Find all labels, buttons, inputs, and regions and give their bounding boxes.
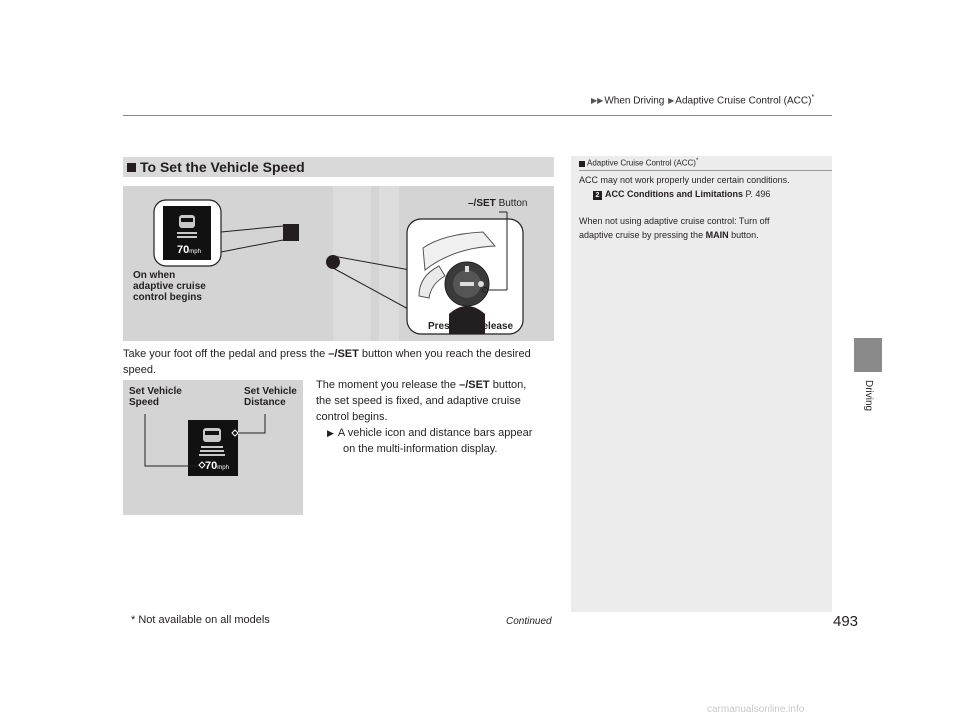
result-paragraph: The moment you release the –/SET button, the set speed is fixed, and adaptive cruise control begins. ▶ A vehicle icon and distance bars appear on the multi-information display. — [316, 379, 533, 455]
label-press-release: Press and release — [428, 321, 514, 332]
label-on-when: On when adaptive cruise control begins — [133, 270, 206, 303]
figure-2-illustration — [123, 380, 303, 515]
meter-square-icon — [283, 224, 299, 241]
chevron-right-icon: ▶▶ — [591, 96, 604, 106]
figure-steering-switch — [123, 186, 554, 341]
breadcrumb-item-when-driving[interactable]: When Driving — [604, 95, 665, 107]
set-speed-readout: 70mph — [177, 244, 201, 256]
breadcrumb — [590, 94, 814, 106]
continued-label: Continued — [506, 616, 552, 627]
note-line-1: ACC may not work properly under certain conditions. — [579, 175, 790, 185]
instruction-paragraph: Take your foot off the pedal and press the –/SET button when you reach the desired speed. — [123, 348, 531, 376]
breadcrumb-item-acc[interactable]: Adaptive Cruise Control (ACC) — [675, 95, 812, 107]
chapter-tab-label: Driving — [863, 380, 874, 412]
arrow-right-icon: ▶ — [327, 428, 334, 438]
meter-display — [163, 206, 211, 260]
label-set-vehicle-speed: Set Vehicle Speed — [129, 386, 182, 408]
note-line-2: When not using adaptive cruise control: Turn off — [579, 216, 770, 226]
header-rule — [123, 115, 832, 116]
crossref-icon: 2 — [593, 191, 602, 200]
label-set-button: –/SET Button — [468, 198, 528, 209]
label-set-vehicle-distance: Set Vehicle Distance — [244, 386, 297, 408]
figure-meter-display — [123, 380, 303, 515]
footnote: * Not available on all models — [131, 614, 270, 626]
note-rule — [579, 170, 832, 171]
note-icon — [579, 161, 585, 167]
section-title: To Set the Vehicle Speed — [140, 159, 305, 175]
section-heading — [123, 157, 554, 177]
set-speed-readout: 70mph — [205, 460, 229, 472]
chevron-right-icon: ▶ — [668, 96, 675, 106]
page-number: 493 — [833, 613, 859, 630]
footnote-star: * — [811, 94, 815, 101]
note-line-3: adaptive cruise by pressing the MAIN button. — [579, 230, 759, 240]
chapter-tab-marker[interactable] — [854, 338, 882, 372]
note-title: Adaptive Cruise Control (ACC)* — [579, 158, 698, 168]
section-square-icon — [127, 163, 136, 172]
note-crossref[interactable]: 2 ACC Conditions and Limitations P. 496 — [579, 187, 770, 201]
watermark: carmanualsonline.info — [707, 704, 805, 715]
